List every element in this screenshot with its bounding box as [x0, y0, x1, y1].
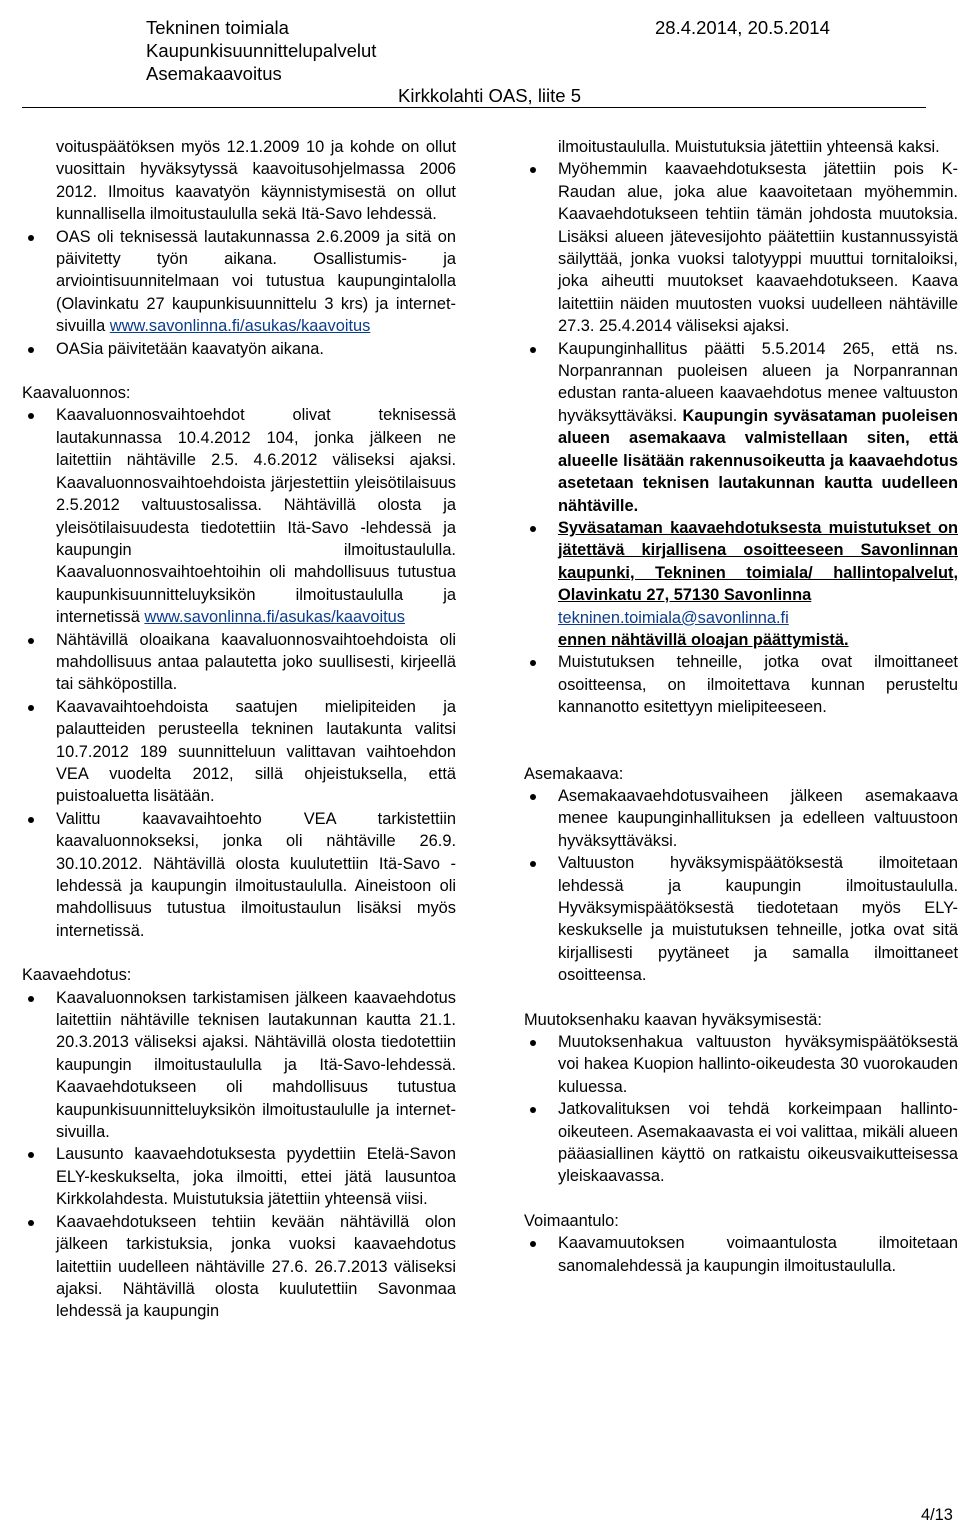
email-link[interactable]: tekninen.toimiala@savonlinna.fi [558, 608, 789, 627]
header-section: Asemakaavoitus [146, 63, 282, 84]
list-item: Myöhemmin kaavaehdotuksesta jätettiin pois K-Raudan alue, joka alue kaavoitetaan myöhemmin. Kaavaehdotukseen tehtiin tämän johdosta muutoksia. Lisäksi alueen jätevesijohto päätettiin kustannussyistä säilyttää, jonka vuoksi talotyyppi muuttui tornitaloiksi, joka aiheutti muutokset kaavaehdotukseen. Kaava laitettiin näiden muutosten vuoksi uudelleen nähtäville 27.3. 25.4.2014 väliseksi ajaksi. [524, 158, 958, 337]
header-dept: Tekninen toimiala [146, 17, 289, 38]
list-item-text: OAS oli teknisessä lautakunnassa 2.6.2009 ja sitä on päivitetty työn aikana. Osallistumis- ja arviointisuunnitelmaan voi tutustua kaupungintalolla (Olavinkatu 27 kaupunkisuunnittelu 3 krs) ja internet-sivuilla [56, 227, 456, 336]
list-item: Nähtävillä oloaikana kaavaluonnosvaihtoehdoista oli mahdollisuus antaa palautetta joko suullisesti, kirjeellä tai sähköpostilla. [22, 629, 456, 696]
section-heading-kaavaehdotus: Kaavaehdotus: [22, 966, 132, 985]
voimaantulo-list [524, 1232, 958, 1277]
list-item: Kaavavaihtoehdoista saatujen mielipiteiden ja palautteiden perusteella tekninen lautakunta valitsi 10.7.2012 189 suunnitteluun valittavan vaihtoehdon VEA vuodelta 2012, sillä ohjeistuksella, että puistoaluetta lisätään. [22, 696, 456, 808]
list-item: Muistutuksen tehneille, jotka ovat ilmoittaneet osoitteensa, on ilmoitettava kunnan perusteltu kannanotto esitettyyn mielipiteeseen. [524, 651, 958, 718]
oas-list [22, 226, 456, 360]
continued-paragraph: ilmoitustaululla. Muistutuksia jätettiin yhteensä kaksi. [558, 138, 940, 156]
list-item-bold-text: Kaupungin syväsataman puoleisen alueen asemakaava valmistellaan siten, että alueelle lisätään rakennusoikeutta ja kaavaehdotus asetetaan teknisen lautakunnan kautta uudelleen nähtäville. [558, 406, 958, 515]
kaavaehdotus-list-continued [524, 158, 958, 718]
list-item: Kaavamuutoksen voimaantulosta ilmoitetaan sanomalehdessä ja kaupungin ilmoitustaululla. [524, 1232, 958, 1277]
list-item [22, 226, 456, 338]
header-org [146, 16, 376, 85]
right-column [524, 136, 958, 1277]
asemakaava-list [524, 785, 958, 987]
list-item: Valtuuston hyväksymispäätöksestä ilmoitetaan lehdessä ja kaupungin ilmoitustaululla. Hyväksymispäätöksestä tiedotetaan myös ELY-keskukselle ja muistutuksen tehneille, jotka ovat sitä kirjallisesti pyytäneet ja samalla ilmoittaneet osoitteensa. [524, 852, 958, 986]
header-rule [22, 107, 926, 108]
header-dates: 28.4.2014, 20.5.2014 [655, 17, 830, 38]
list-item: OASia päivitetään kaavatyön aikana. [22, 338, 456, 360]
kaavaluonnos-list [22, 404, 456, 942]
muutoksenhaku-list [524, 1031, 958, 1188]
page-number: 4/13 [921, 1506, 953, 1524]
header-doc-title: Kirkkolahti OAS, liite 5 [398, 85, 582, 106]
section-heading-kaavaluonnos: Kaavaluonnos: [22, 384, 131, 403]
list-item: Valittu kaavavaihtoehto VEA tarkistettiin kaavaluonnokseksi, jonka oli nähtäville 26.9. 30.10.2012. Nähtävillä olosta kuulutettiin Itä-Savo -lehdessä ja kaupungin ilmoitustaululla. Aineistoon oli mahdollisuus tutustua ilmoitustaulun lisäksi myös internetissä. [22, 808, 456, 942]
list-item: Jatkovalituksen voi tehdä korkeimpaan hallinto-oikeuteen. Asemakaavasta ei voi valittaa, mikäli alueen pääasiallinen käyttö on ratkaistu oikeusvaikutteisessa yleiskaavassa. [524, 1098, 958, 1188]
list-item: Kaavaluonnoksen tarkistamisen jälkeen kaavaehdotus laitettiin nähtäville teknisen lautakunnan kautta 21.1. 20.3.2013 väliseksi ajaksi. Nähtävillä olosta tiedotettiin kaupungin ilmoitustaululla ja Itä-Savo-lehdessä. Kaavaehdotukseen oli mahdollisuus tutustua kaupunkisuunnitteluyksikön ilmoitustaululle ja internet-sivuilla. [22, 987, 456, 1144]
list-item-text: Kaupunginhallitus päätti 5.5.2014 265, että ns. Norpanrannan puoleisen alueen ja Norpanrannan edustan ranta-alueen kaavaehdotus menee valtuuston hyväksyttäväksi. [558, 339, 958, 425]
list-item [524, 338, 958, 517]
deadline-text: ennen nähtävillä oloajan päättymistä. [558, 630, 849, 649]
list-item-text: Kaavaluonnosvaihtoehdot olivat teknisessä lautakunnassa 10.4.2012 104, jonka jälkeen ne laitettiin nähtäville 2.5. 4.6.2012 väliseksi ajaksi. Kaavaluonnosvaihtoehdoista järjestettiin yleisötilaisuus 2.5.2012 valtuustosalissa. Nähtävillä olosta ja yleisötilaisuudesta tiedotettiin Itä-Savo -lehdessä ja kaupungin ilmoitustaululla. Kaavaluonnosvaihtoehtoihin oli mahdollisuus tutustua kaupunkisuunnitteluyksikön ilmoitustaululla ja internetissä [56, 406, 456, 627]
list-item: Asemakaavaehdotusvaiheen jälkeen asemakaava menee kaupunginhallituksen ja edelleen valtuustoon hyväksyttäväksi. [524, 785, 958, 852]
list-item [22, 404, 456, 628]
kaavaehdotus-list [22, 987, 456, 1323]
kaavoitus-link[interactable]: www.savonlinna.fi/asukas/kaavoitus [144, 608, 405, 627]
list-item: Kaavaehdotukseen tehtiin kevään nähtävillä olon jälkeen tarkistuksia, jonka vuoksi kaavaehdotus laitettiin uudelleen nähtäville 27.6. 26.7.2013 väliseksi ajaksi. Nähtävillä olosta kuulutettiin Savonmaa lehdessä ja kaupungin [22, 1211, 456, 1323]
section-heading-muutoksenhaku: Muutoksenhaku kaavan hyväksymisestä: [524, 1010, 822, 1029]
header-unit: Kaupunkisuunnittelupalvelut [146, 40, 377, 61]
section-heading-asemakaava: Asemakaava: [524, 764, 624, 783]
section-heading-voimaantulo: Voimaantulo: [524, 1211, 619, 1230]
muistutus-address-text: Syväsataman kaavaehdotuksesta muistutukset on jätettävä kirjallisena osoitteeseen Savonlinnan kaupunki, Tekninen toimiala/ hallintopalvelut, Olavinkatu 27, 57130 Savonlinna [558, 518, 958, 605]
page-header [0, 0, 960, 112]
kaavoitus-link[interactable]: www.savonlinna.fi/asukas/kaavoitus [109, 317, 371, 336]
list-item [524, 517, 958, 651]
left-column [22, 136, 456, 1323]
list-item: Lausunto kaavaehdotuksesta pyydettiin Etelä-Savon ELY-keskukselta, joka ilmoitti, ettei jätä lausuntoa Kirkkolahdesta. Muistutuksia jätettiin yhteensä viisi. [22, 1143, 456, 1210]
list-item: Muutoksenhakua valtuuston hyväksymispäätöksestä voi hakea Kuopion hallinto-oikeudesta 30 vuorokauden kuluessa. [524, 1031, 958, 1098]
continued-paragraph: voituspäätöksen myös 12.1.2009 10 ja kohde on ollut vuosittain hyväksytyssä kaavoitusohjelmassa 2006 2012. Ilmoitus kaavatyön käynnistymisestä on ollut kunnallisella ilmoitustaululla sekä Itä-Savo lehdessä. [56, 138, 456, 224]
